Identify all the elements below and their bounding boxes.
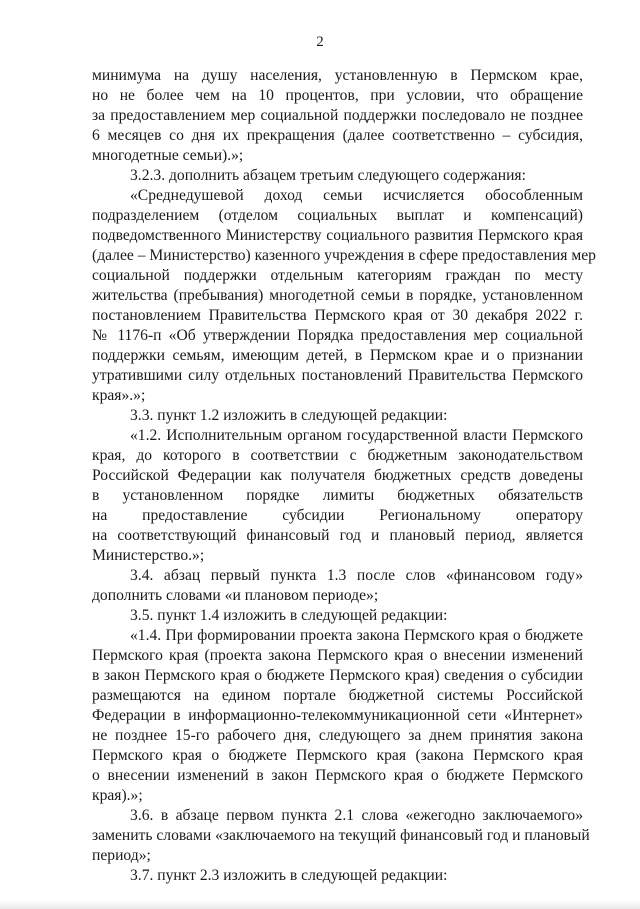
text-line: 3.4. абзац первый пункта 1.3 после слов «финансовом году» xyxy=(130,567,583,584)
text-line: «1.2. Исполнительным органом государственной власти Пермского xyxy=(130,427,583,444)
text-line: 6 месяцев со дня их прекращения (далее соответственно – субсидия, xyxy=(92,127,583,144)
text-line: Пермского края (проекта закона Пермского края о внесении изменений xyxy=(92,647,583,664)
text-line: минимума на душу населения, установленную в Пермском крае, xyxy=(92,67,583,84)
text-line: многодетные семьи).»; xyxy=(92,147,244,164)
text-line: Пермского края о бюджете Пермского края (закона Пермского края xyxy=(92,747,583,764)
text-line: в установленном порядке лимиты бюджетных обязательств xyxy=(92,487,583,504)
text-line: о внесении изменений в закон Пермского края о бюджете Пермского xyxy=(92,767,583,784)
text-line: не позднее 15-го рабочего дня, следующего за днем принятия закона xyxy=(92,727,583,744)
text-line: за предоставлением мер социальной поддержки последовало не позднее xyxy=(92,107,583,124)
text-line: постановлением Правительства Пермского края от 30 декабря 2022 г. xyxy=(92,307,583,324)
text-line: края).»; xyxy=(92,787,143,804)
text-line: дополнить словами «и плановом периоде»; xyxy=(92,587,379,604)
text-line: подведомственного Министерству социального развития Пермского края xyxy=(92,227,583,244)
text-line: размещаются на едином портале бюджетной системы Российской xyxy=(92,687,583,704)
text-line: в закон Пермского края о бюджете Пермского края) сведения о субсидии xyxy=(92,667,583,684)
text-line: 3.3. пункт 1.2 изложить в следующей редакции: xyxy=(130,407,448,424)
text-line: Федерации в информационно-телекоммуникационной сети «Интернет» xyxy=(92,707,583,724)
text-line: 3.6. в абзаце первом пункта 2.1 слова «ежегодно заключаемого» xyxy=(130,807,583,824)
text-line: Российской Федерации как получателя бюджетных средств доведены xyxy=(92,467,583,484)
text-line: «1.4. При формировании проекта закона Пермского края о бюджете xyxy=(130,627,583,644)
text-line: утратившими силу отдельных постановлений Правительства Пермского xyxy=(92,367,583,384)
text-line: Министерство.»; xyxy=(92,547,205,564)
page-number: 2 xyxy=(316,34,324,50)
text-line: № 1176-п «Об утверждении Порядка предоставления мер социальной xyxy=(92,327,583,344)
text-line: подразделением (отделом социальных выплат и компенсаций) xyxy=(92,207,583,224)
text-line: (далее – Министерство) казенного учреждения в сфере предоставления мер xyxy=(92,247,596,264)
text-line: период»; xyxy=(92,847,151,864)
text-line: поддержки семьям, имеющим детей, в Пермском крае и о признании xyxy=(92,347,583,364)
text-line: социальной поддержки отдельным категориям граждан по месту xyxy=(92,267,583,284)
text-line: 3.5. пункт 1.4 изложить в следующей редакции: xyxy=(130,607,448,624)
text-line: на предоставление субсидии Региональному оператору xyxy=(92,507,583,524)
text-line: заменить словами «заключаемого на текущий финансовый год и плановый xyxy=(92,827,590,844)
scan-edge xyxy=(0,900,640,909)
text-line: края, до которого в соответствии с бюджетным законодательством xyxy=(92,447,583,464)
text-line: но не более чем на 10 процентов, при условии, что обращение xyxy=(92,87,583,104)
text-line: 3.2.3. дополнить абзацем третьим следующего содержания: xyxy=(130,167,526,184)
text-line: «Среднедушевой доход семьи исчисляется обособленным xyxy=(130,187,583,204)
text-line: жительства (пребывания) многодетной семьи в порядке, установленном xyxy=(92,287,583,304)
text-line: края».»; xyxy=(92,387,146,404)
text-line: 3.7. пункт 2.3 изложить в следующей редакции: xyxy=(130,867,448,884)
text-line: на соответствующий финансовый год и плановый период, является xyxy=(92,527,583,544)
